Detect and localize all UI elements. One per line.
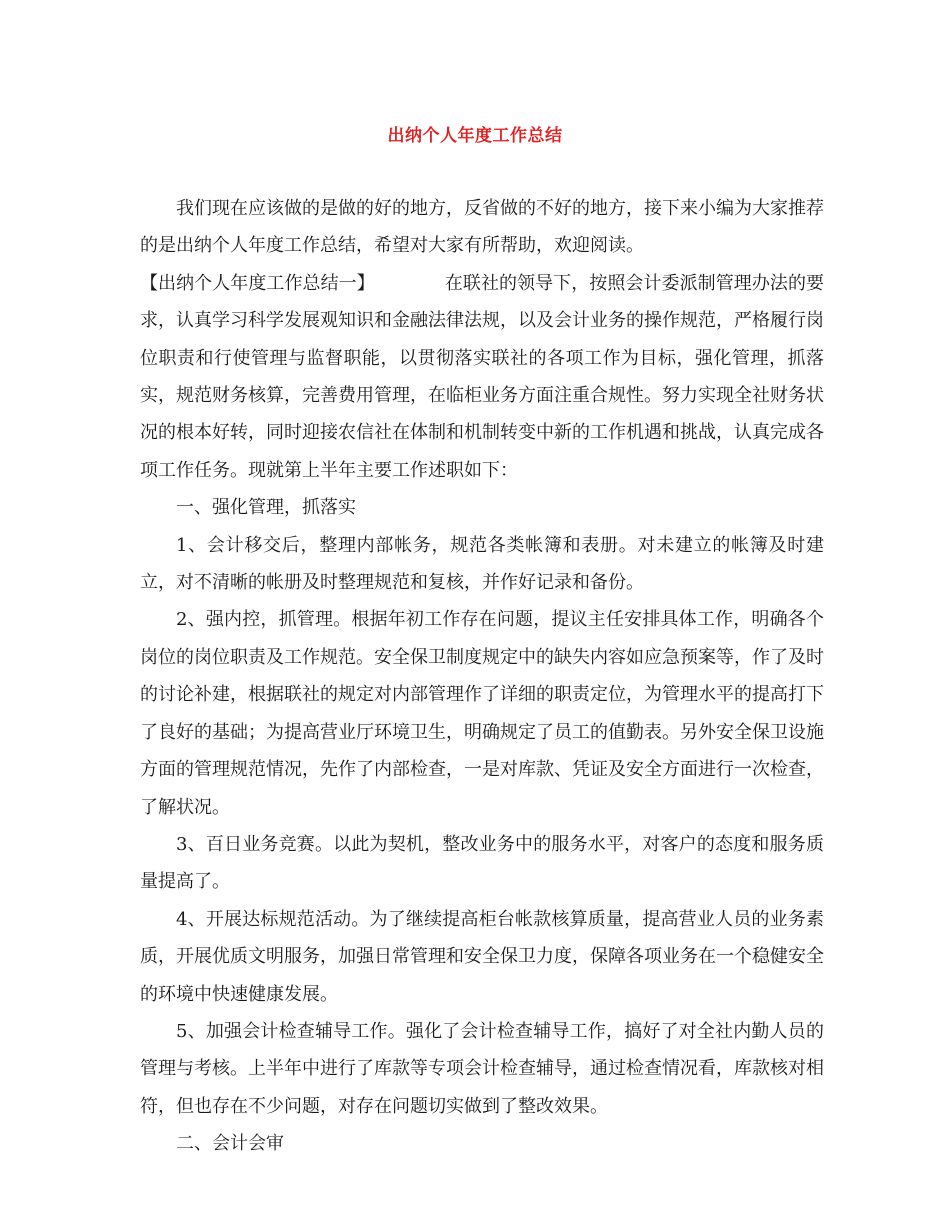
document-body: [140, 190, 824, 1163]
section-paragraph: [140, 265, 824, 489]
list-item-2: 2、强内控，抓管理。根据年初工作存在问题，提议主任安排具体工作，明确各个岗位的岗位职责及工作规范。安全保卫制度规定中的缺失内容如应急预案等，作了及时的讨论补建，根据联社的规定对内部管理作了详细的职责定位，为管理水平的提高打下了良好的基础；为提高营业厅环境卫生，明确规定了员工的值勤表。另外安全保卫设施方面的管理规范情况，先作了内部检查，一是对库款、凭证及安全方面进行一次检查，了解状况。: [140, 609, 824, 818]
list-item-1: 1、会计移交后，整理内部帐务，规范各类帐簿和表册。对未建立的帐簿及时建立，对不清晰的帐册及时整理规范和复核，并作好记录和备份。: [140, 534, 824, 594]
heading-1: 一、强化管理，抓落实: [176, 497, 356, 519]
list-item-3: 3、百日业务竞赛。以此为契机，整改业务中的服务水平，对客户的态度和服务质量提高了。: [140, 833, 824, 893]
heading-2: 二、会计会审: [176, 1133, 284, 1155]
section-body: 在联社的领导下，按照会计委派制管理办法的要求，认真学习科学发展观知识和金融法律法规，以及会计业务的操作规范，严格履行岗位职责和行使管理与监督职能，以贯彻落实联社的各项工作为目标，强化管理，抓落实，规范财务核算，完善费用管理，在临柜业务方面注重合规性。努力实现全社财务状况的根本好转，同时迎接农信社在体制和机制转变中新的工作机遇和挑战，认真完成各项工作任务。现就第上半年主要工作述职如下：: [140, 272, 824, 481]
list-item-4: 4、开展达标规范活动。为了继续提高柜台帐款核算质量，提高营业人员的业务素质，开展优质文明服务，加强日常管理和安全保卫力度，保障各项业务在一个稳健安全的环境中快速健康发展。: [140, 908, 824, 1005]
list-item-5: 5、加强会计检查辅导工作。强化了会计检查辅导工作，搞好了对全社内勤人员的管理与考核。上半年中进行了库款等专项会计检查辅导，通过检查情况看，库款核对相符，但也存在不少问题，对存在问题切实做到了整改效果。: [140, 1020, 824, 1117]
intro-paragraph: 我们现在应该做的是做的好的地方，反省做的不好的地方，接下来小编为大家推荐的是出纳个人年度工作总结，希望对大家有所帮助，欢迎阅读。: [140, 198, 824, 257]
section-tag: 【出纳个人年度工作总结一】: [140, 272, 375, 294]
document-title: 出纳个人年度工作总结: [387, 126, 563, 146]
